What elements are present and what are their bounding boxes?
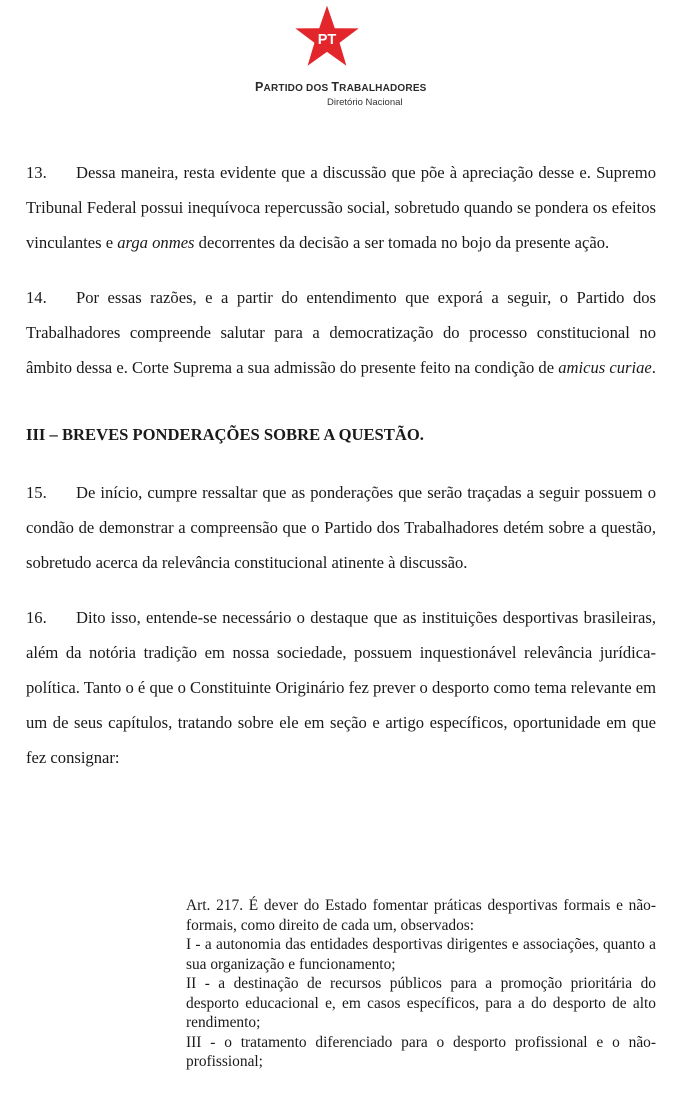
paragraph-15: 15. De início, cumpre ressaltar que as ponderações que serão traçadas a seguir possuem o condão de demonstrar a compreensão que o Partido dos Trabalhadores detém sobre a questão, sobretudo acerca da relevância constitucional atinente à discussão. xyxy=(26,475,656,580)
party-subtitle: Diretório Nacional xyxy=(327,97,403,108)
paragraph-16: 16. Dito isso, entende-se necessário o destaque que as instituições desportivas brasileiras, além da notória tradição em nossa sociedade, possuem inquestionável relevância jurídica-política. Tanto o é que o Constituinte Originário fez prever o desporto como tema relevante em um de seus capítulos, tratando sobre ele em seção e artigo específicos, oportunidade em que fez consignar: xyxy=(26,600,656,775)
paragraph-number: 15. xyxy=(26,483,47,502)
pt-star-logo xyxy=(294,4,360,68)
quote-line: Art. 217. É dever do Estado fomentar práticas desportivas formais e não-formais, como direito de cada um, observados: xyxy=(186,897,656,934)
quote-line: III - o tratamento diferenciado para o desporto profissional e o não-profissional; xyxy=(186,1033,656,1070)
quote-line: I - a autonomia das entidades desportivas dirigentes e associações, quanto a sua organização e funcionamento; xyxy=(186,936,656,973)
paragraph-13: 13. Dessa maneira, resta evidente que a discussão que põe à apreciação desse e. Supremo Tribunal Federal possui inequívoca repercussão social, sobretudo quando se pondera os efeitos vinculantes e arga onmes decorrentes da decisão a ser tomada no bojo da presente ação. xyxy=(26,155,656,260)
latin-term: arga onmes xyxy=(117,233,195,252)
latin-term: amicus curiae xyxy=(558,358,652,377)
paragraph-number: 14. xyxy=(26,288,47,307)
block-quote-art-217 xyxy=(186,896,656,1072)
paragraph-14: 14. Por essas razões, e a partir do entendimento que exporá a seguir, o Partido dos Trabalhadores compreende salutar para a democratização do processo constitucional no âmbito dessa e. Corte Suprema a sua admissão do presente feito na condição de amicus curiae. xyxy=(26,280,656,385)
document-body xyxy=(26,155,656,775)
section-heading: III – BREVES PONDERAÇÕES SOBRE A QUESTÃO. xyxy=(26,425,424,444)
quote-line: II - a destinação de recursos públicos para a promoção prioritária do desporto educacional e, em casos específicos, para a do desporto de alto rendimento; xyxy=(186,975,656,1031)
document-header xyxy=(0,0,674,120)
party-name: PARTIDO DOS TRABALHADORES xyxy=(255,80,427,94)
paragraph-number: 16. xyxy=(26,608,47,627)
paragraph-number: 13. xyxy=(26,163,47,182)
logo-text: PT xyxy=(317,31,337,48)
